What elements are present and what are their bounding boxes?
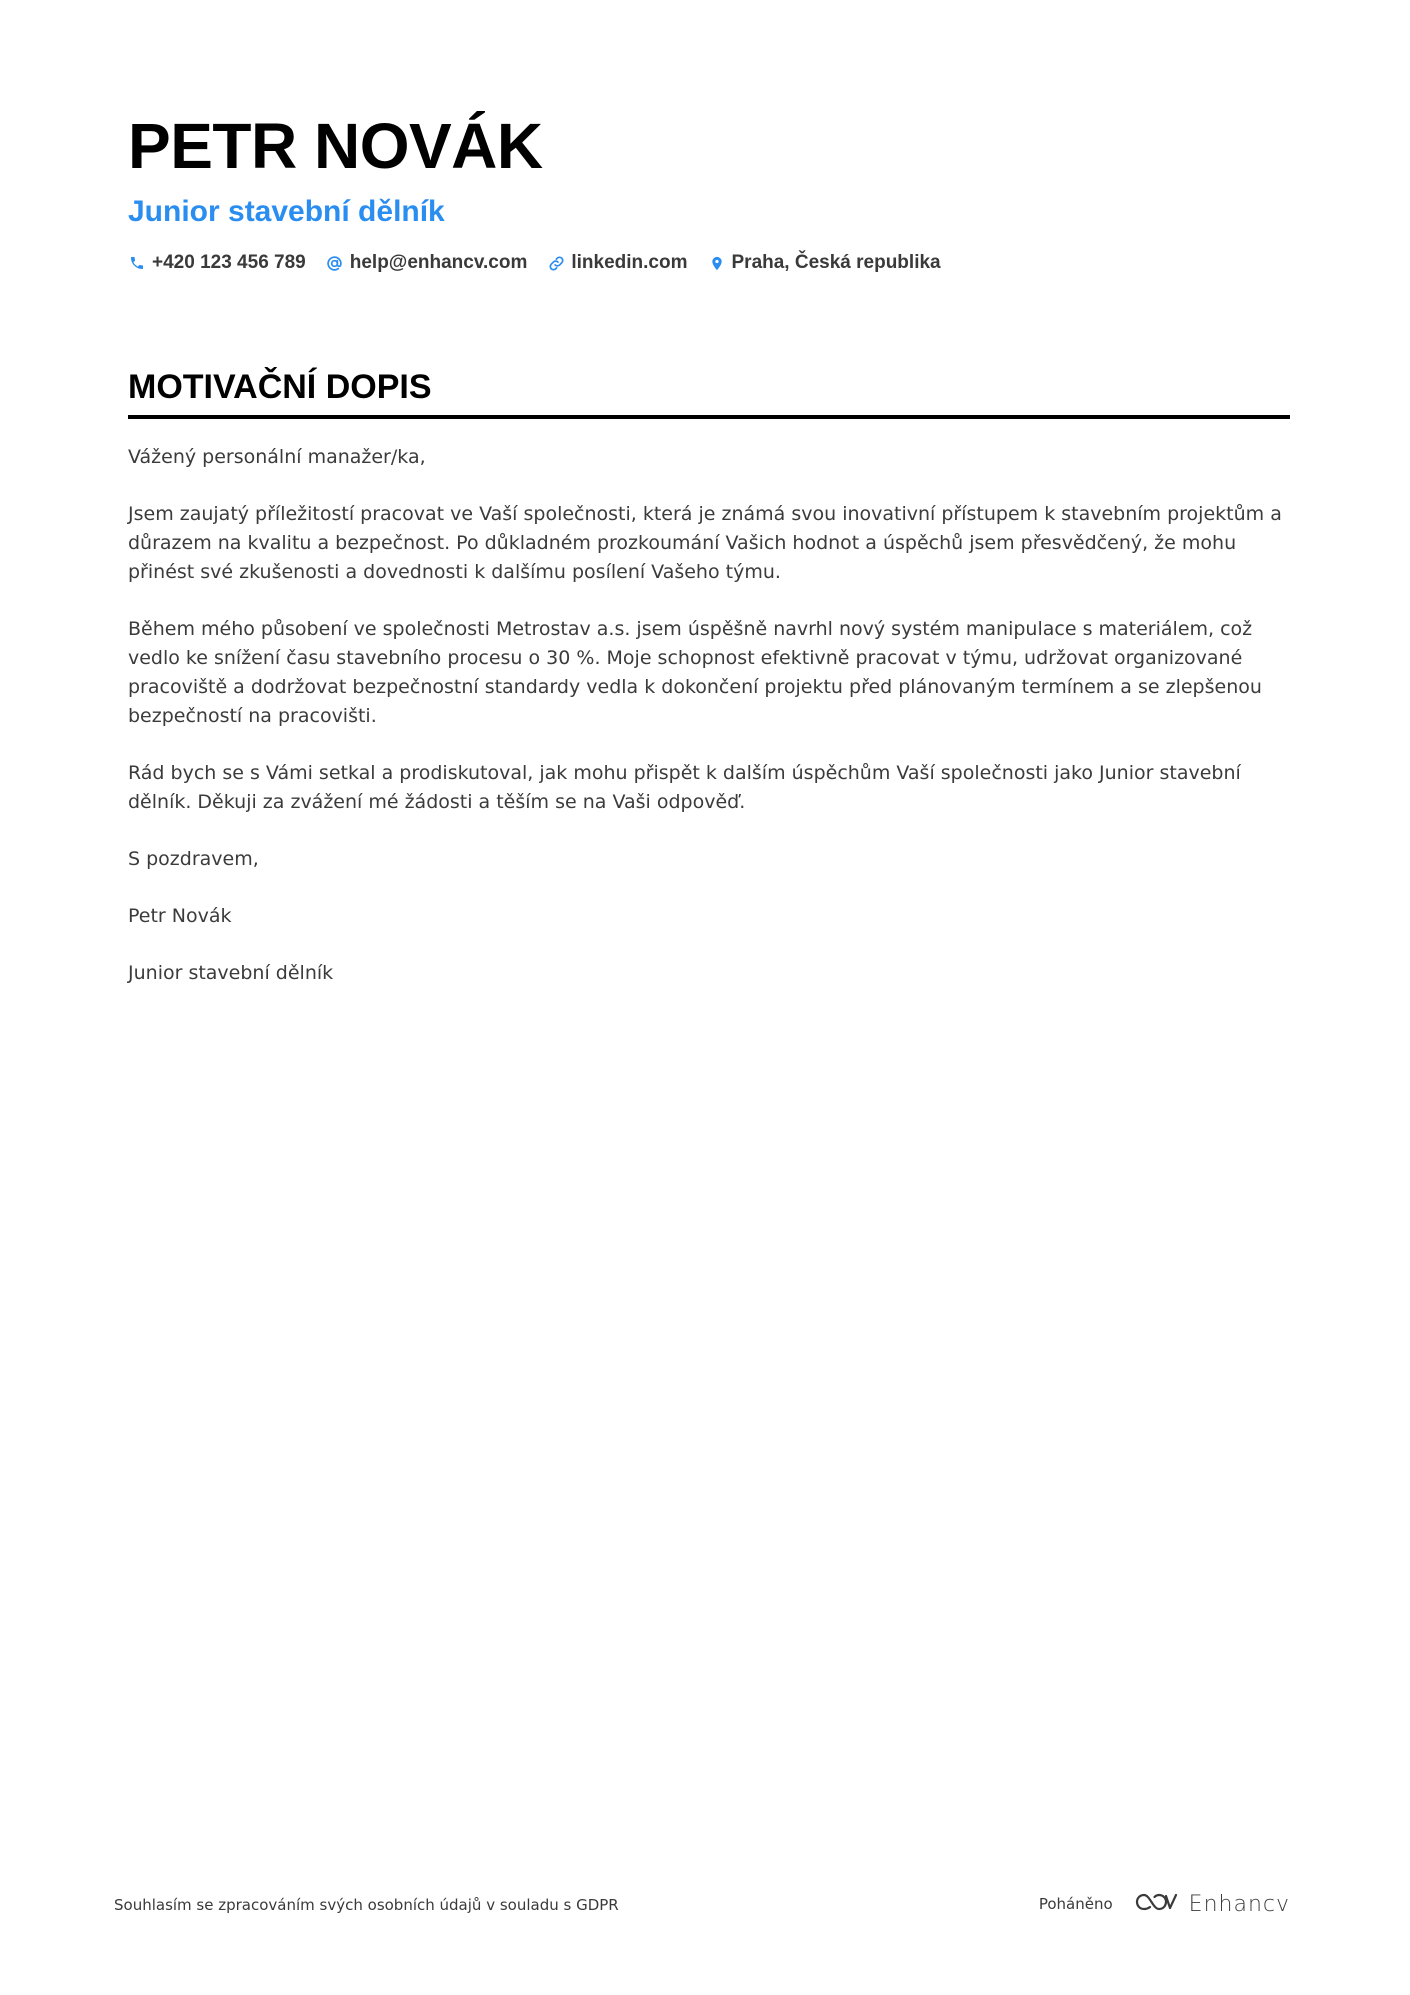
contact-email[interactable] <box>326 252 528 274</box>
location-pin-icon <box>708 254 726 272</box>
contact-phone[interactable] <box>128 252 306 274</box>
signature-name: Petr Novák <box>128 905 232 927</box>
contact-linkedin[interactable] <box>547 252 687 274</box>
header <box>128 108 1290 274</box>
letter-paragraph-2: Během mého působení ve společnosti Metrostav a.s. jsem úspěšně navrhl nový systém manipulace s materiálem, což vedlo ke snížení času stavebního procesu o 30 %. Moje schopnost efektivně pracovat v týmu, udržovat organizované pracoviště a dodržovat bezpečnostní standardy vedla k dokončení projektu před plánovaným termínem a se zlepšenou bezpečností na pracovišti. <box>128 618 1262 727</box>
contact-phone-text: +420 123 456 789 <box>152 252 306 273</box>
contact-location-text: Praha, Česká republika <box>731 252 941 273</box>
enhancv-logo-icon <box>1133 1890 1179 1918</box>
candidate-name: PETR NOVÁK <box>128 110 543 182</box>
signature-title: Junior stavební dělník <box>128 962 334 984</box>
contact-location <box>708 252 941 274</box>
brand-name: Enhancv <box>1188 1891 1290 1917</box>
footer <box>114 1890 1290 1920</box>
cover-letter-section <box>128 365 1290 1016</box>
letter-closing: S pozdravem, <box>128 848 259 870</box>
job-title: Junior stavební dělník <box>128 195 445 228</box>
letter-salutation: Vážený personální manažer/ka, <box>128 446 426 468</box>
section-title: MOTIVAČNÍ DOPIS <box>128 368 432 406</box>
contact-linkedin-text: linkedin.com <box>571 252 688 273</box>
gdpr-consent-text: Souhlasím se zpracováním svých osobních údajů v souladu s GDPR <box>114 1896 619 1914</box>
at-icon <box>326 254 344 272</box>
contact-email-text: help@enhancv.com <box>349 252 528 273</box>
letter-body <box>128 443 1290 988</box>
powered-by[interactable] <box>1039 1890 1290 1918</box>
brand <box>1133 1890 1290 1918</box>
phone-icon <box>128 254 146 272</box>
contact-bar <box>128 252 1290 274</box>
powered-by-label: Poháněno <box>1038 1895 1113 1913</box>
letter-paragraph-3: Rád bych se s Vámi setkal a prodiskutoval, jak mohu přispět k dalším úspěchům Vaší společnosti jako Junior stavební dělník. Děkuji za zvážení mé žádosti a těším se na Vaši odpověď. <box>128 762 1241 813</box>
letter-paragraph-1: Jsem zaujatý příležitostí pracovat ve Vaší společnosti, která je známá svou inovativní přístupem k stavebním projektům a důrazem na kvalitu a bezpečnost. Po důkladném prozkoumání Vašich hodnot a úspěchů jsem přesvědčený, že mohu přinést své zkušenosti a dovednosti k dalšímu posílení Vašeho týmu. <box>128 503 1282 583</box>
section-divider <box>128 415 1290 419</box>
link-icon <box>547 254 565 272</box>
